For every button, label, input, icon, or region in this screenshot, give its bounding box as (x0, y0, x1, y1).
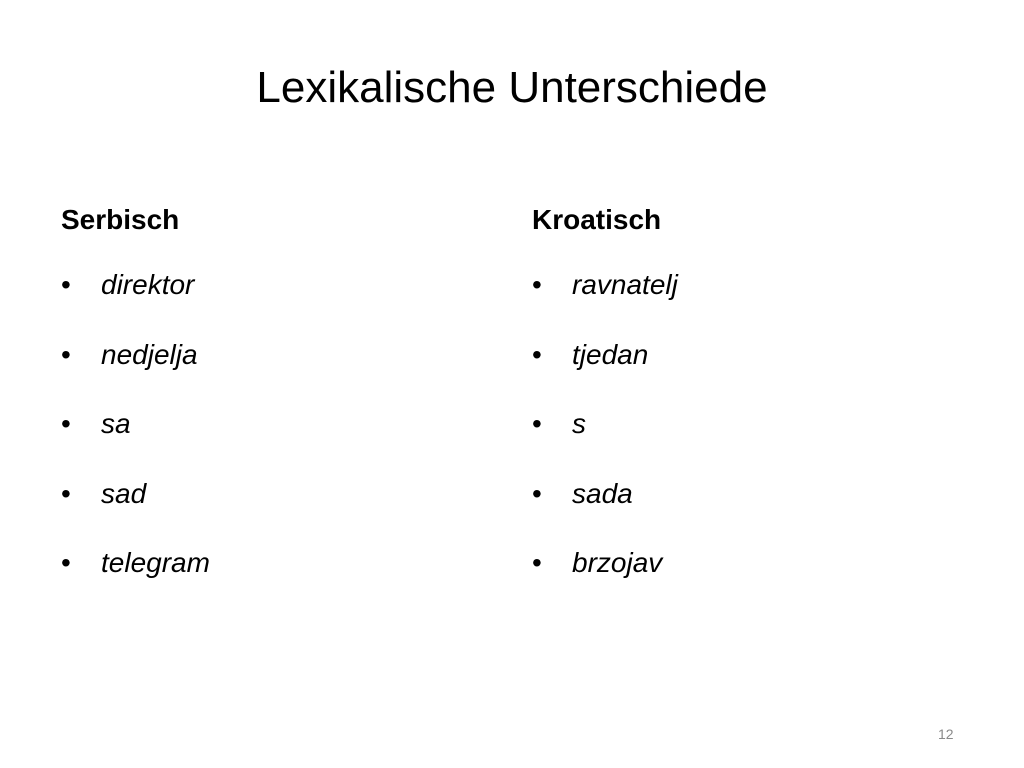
list-item (61, 528, 481, 598)
page-number: 12 (938, 726, 954, 742)
list-item (532, 389, 952, 459)
list-item (61, 250, 481, 320)
word: telegram (101, 547, 210, 578)
slide-title: Lexikalische Unterschiede (256, 63, 768, 112)
list-item (61, 459, 481, 529)
bullet-icon: • (61, 408, 71, 439)
word: tjedan (572, 338, 649, 370)
word: ravnatelj (572, 269, 678, 300)
bullet-icon: • (532, 408, 542, 439)
word: s (572, 408, 586, 439)
column-heading-serbisch: Serbisch (61, 204, 180, 235)
word-list-kroatisch (532, 250, 952, 598)
word: brzojav (572, 547, 663, 578)
word: sa (101, 408, 131, 439)
bullet-icon: • (61, 338, 71, 370)
word-list-serbisch (61, 250, 481, 598)
bullet-icon: • (61, 477, 71, 509)
word: sada (572, 477, 633, 509)
word: nedjelja (101, 338, 198, 370)
column-heading-kroatisch: Kroatisch (532, 204, 662, 235)
bullet-icon: • (61, 269, 71, 300)
word: sad (101, 477, 147, 509)
list-item (61, 389, 481, 459)
bullet-icon: • (61, 547, 71, 578)
word: direktor (101, 269, 195, 300)
list-item (532, 459, 952, 529)
list-item (532, 320, 952, 390)
list-item (532, 528, 952, 598)
column-kroatisch (532, 196, 952, 598)
bullet-icon: • (532, 547, 542, 578)
bullet-icon: • (532, 269, 542, 300)
list-item (61, 320, 481, 390)
list-item (532, 250, 952, 320)
bullet-icon: • (532, 338, 542, 370)
column-serbisch (61, 196, 481, 598)
bullet-icon: • (532, 477, 542, 509)
